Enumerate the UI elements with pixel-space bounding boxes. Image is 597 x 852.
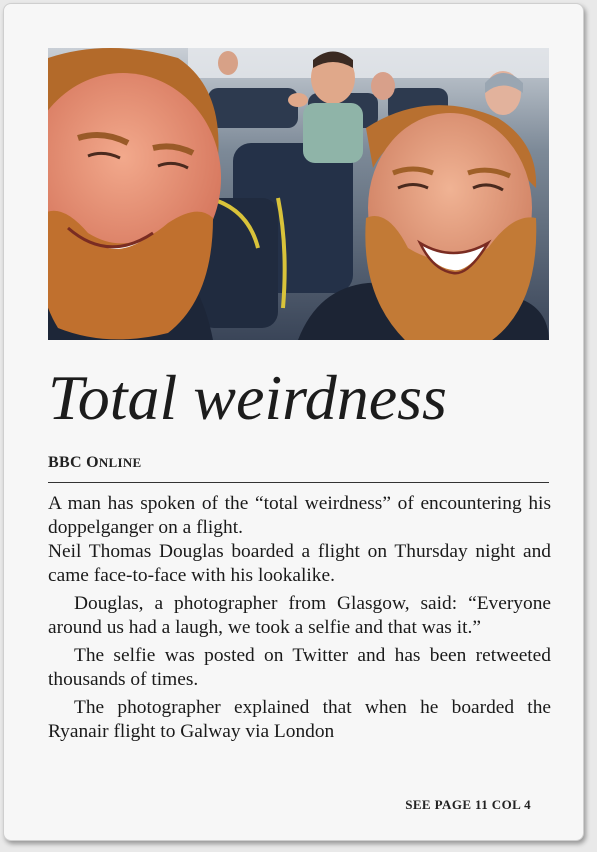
byline-divider: [48, 482, 549, 483]
paragraph-3: Douglas, a photographer from Glasgow, said: “Everyone around us had a laugh, we took a selfie and that was it.”: [48, 593, 551, 638]
byline-smallcaps: NLINE: [98, 455, 142, 470]
paragraph-2: Neil Thomas Douglas boarded a flight on Thursday night and came face-to-face with his lookalike.: [48, 541, 551, 586]
newspaper-clipping: [3, 3, 584, 841]
article-body: [48, 492, 551, 744]
article-photo: [48, 48, 549, 340]
paragraph-4: The selfie was posted on Twitter and has been retweeted thousands of times.: [48, 645, 551, 690]
byline-initial: BBC O: [48, 454, 99, 471]
paragraph-1: A man has spoken of the “total weirdness” of encountering his doppelganger on a flight.: [48, 493, 551, 538]
article-headline: Total weirdness: [48, 362, 447, 433]
selfie-photo-illustration: [48, 48, 549, 340]
paragraph-5: The photographer explained that when he boarded the Ryanair flight to Galway via London: [48, 697, 551, 742]
article-byline: [48, 454, 142, 472]
continuation-reference: SEE PAGE 11 COL 4: [405, 797, 531, 812]
